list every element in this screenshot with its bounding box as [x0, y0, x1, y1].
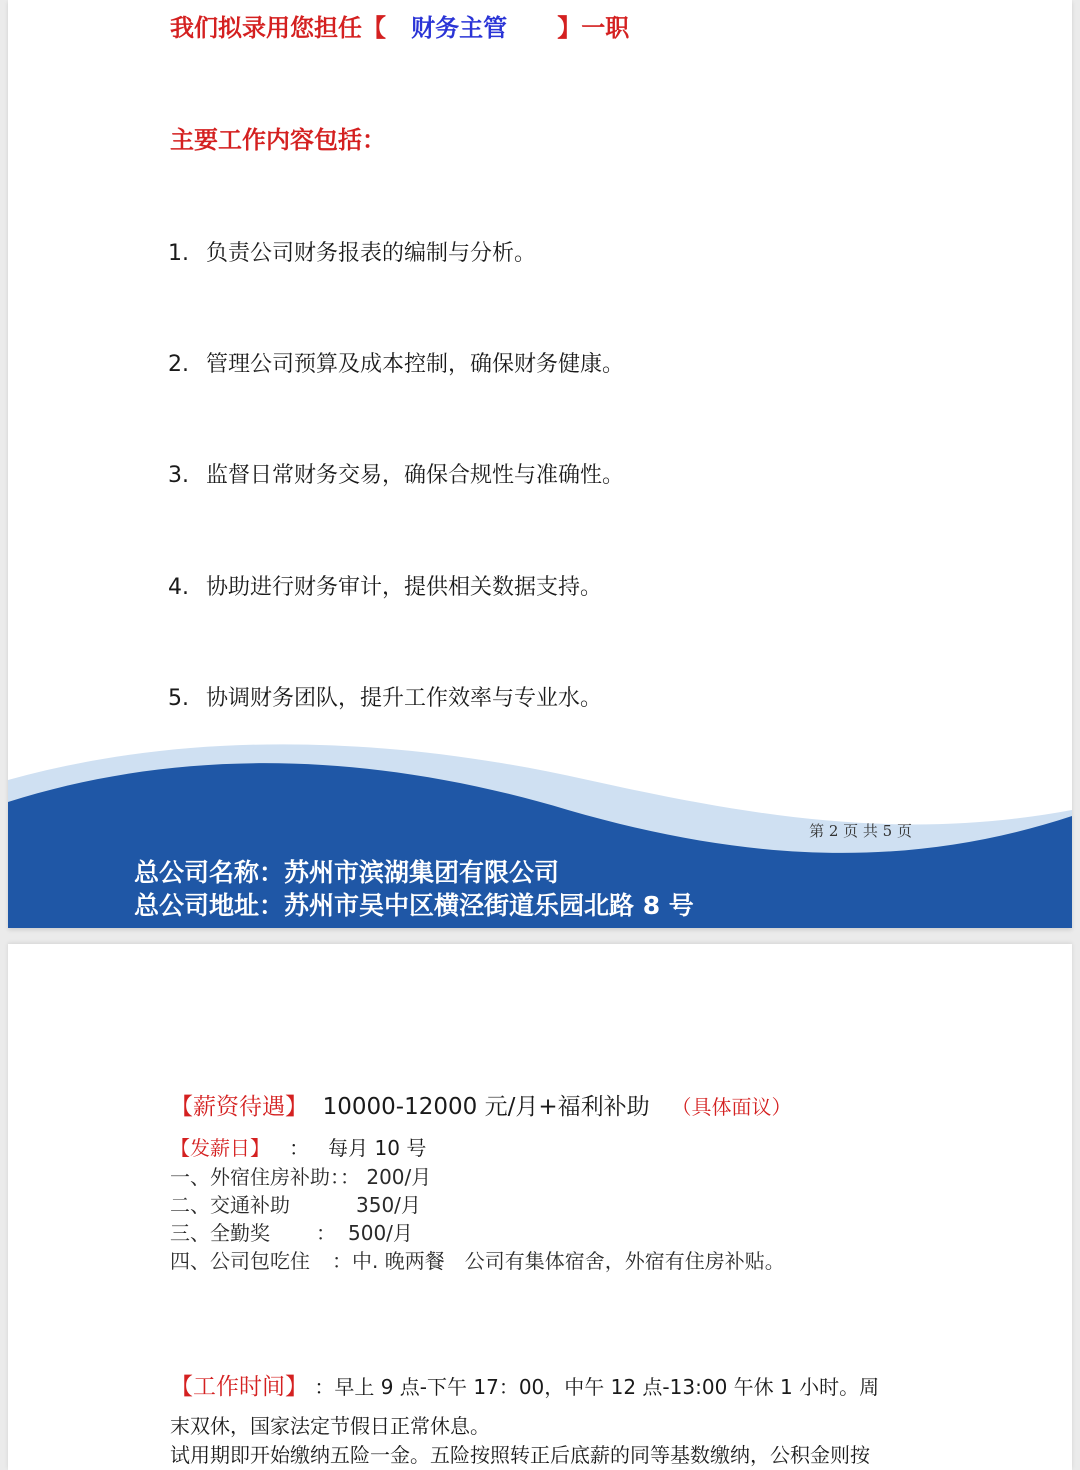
- duties-heading: 主要工作内容包括：: [170, 126, 386, 154]
- benefit-value: 200/月: [366, 1165, 432, 1189]
- duty-item: [168, 570, 602, 601]
- benefit-label: 一、外宿住房补助：: [170, 1165, 340, 1189]
- benefit-item: [170, 1217, 413, 1246]
- benefit-label: 四、公司包吃住: [170, 1249, 310, 1273]
- insurance-text: 试用期即开始缴纳五险一金。五险按照转正后底薪的同等基数缴纳，公积金则按: [170, 1443, 870, 1467]
- salary-line: [170, 1088, 792, 1121]
- benefit-sep: ：: [332, 1249, 352, 1273]
- benefit-item: [170, 1189, 421, 1218]
- work-time-line: [170, 1368, 879, 1401]
- payday-value: 每月 10 号: [328, 1136, 427, 1160]
- document-page-2: [8, 0, 1072, 928]
- payday-line: [170, 1132, 426, 1161]
- duty-item: [168, 681, 602, 712]
- benefit-value: 350/月: [356, 1193, 421, 1217]
- duty-text: 监督日常财务交易，确保合规性与准确性。: [206, 463, 625, 488]
- benefit-item: [170, 1161, 431, 1190]
- benefit-sep: ：: [340, 1165, 360, 1189]
- benefit-label: 二、交通补助: [170, 1193, 290, 1217]
- job-title: 财务主管: [411, 14, 508, 42]
- company-name: 总公司名称：苏州市滨湖集团有限公司: [134, 858, 560, 887]
- payday-colon: ：: [289, 1136, 310, 1160]
- duty-number: 1.: [168, 241, 189, 266]
- duty-item: [168, 458, 624, 489]
- benefit-sep: ：: [316, 1221, 336, 1245]
- offer-suffix: 】一职: [557, 14, 630, 42]
- benefit-value: 500/月: [348, 1221, 413, 1245]
- duty-text: 协调财务团队，提升工作效率与专业水。: [206, 686, 603, 711]
- document-page-3: [8, 944, 1072, 1470]
- salary-label: 【薪资待遇】: [170, 1094, 308, 1120]
- page-indicator: 第 2 页 共 5 页: [809, 822, 912, 840]
- work-time-text: ：早上 9 点-下午 17：00，中午 12 点-13:00 午休 1 小时。周: [314, 1375, 880, 1399]
- duty-item: [168, 236, 536, 267]
- duty-text: 管理公司预算及成本控制，确保财务健康。: [206, 352, 625, 377]
- payday-label: 【发薪日】: [170, 1136, 270, 1160]
- benefit-value: 中. 晚两餐 公司有集体宿舍，外宿有住房补贴。: [352, 1249, 785, 1273]
- benefit-item: [170, 1245, 785, 1274]
- salary-note: （具体面议）: [671, 1095, 792, 1119]
- duty-text: 协助进行财务审计，提供相关数据支持。: [206, 575, 603, 600]
- benefit-label: 三、全勤奖: [170, 1221, 270, 1245]
- duty-number: 2.: [168, 352, 189, 377]
- offer-prefix: 我们拟录用您担任【: [170, 14, 386, 42]
- duty-text: 负责公司财务报表的编制与分析。: [206, 241, 537, 266]
- duty-number: 4.: [168, 575, 189, 600]
- duty-item: [168, 347, 624, 378]
- salary-value: 10000-12000 元/月+福利补助: [322, 1094, 650, 1120]
- duty-number: 5.: [168, 686, 189, 711]
- offer-line: [170, 8, 629, 43]
- work-time-label: 【工作时间】: [170, 1374, 308, 1400]
- work-time-continuation: 末双休，国家法定节假日正常休息。: [170, 1414, 490, 1438]
- duty-number: 3.: [168, 463, 189, 488]
- company-address: 总公司地址：苏州市吴中区横泾街道乐园北路 8 号: [134, 891, 694, 920]
